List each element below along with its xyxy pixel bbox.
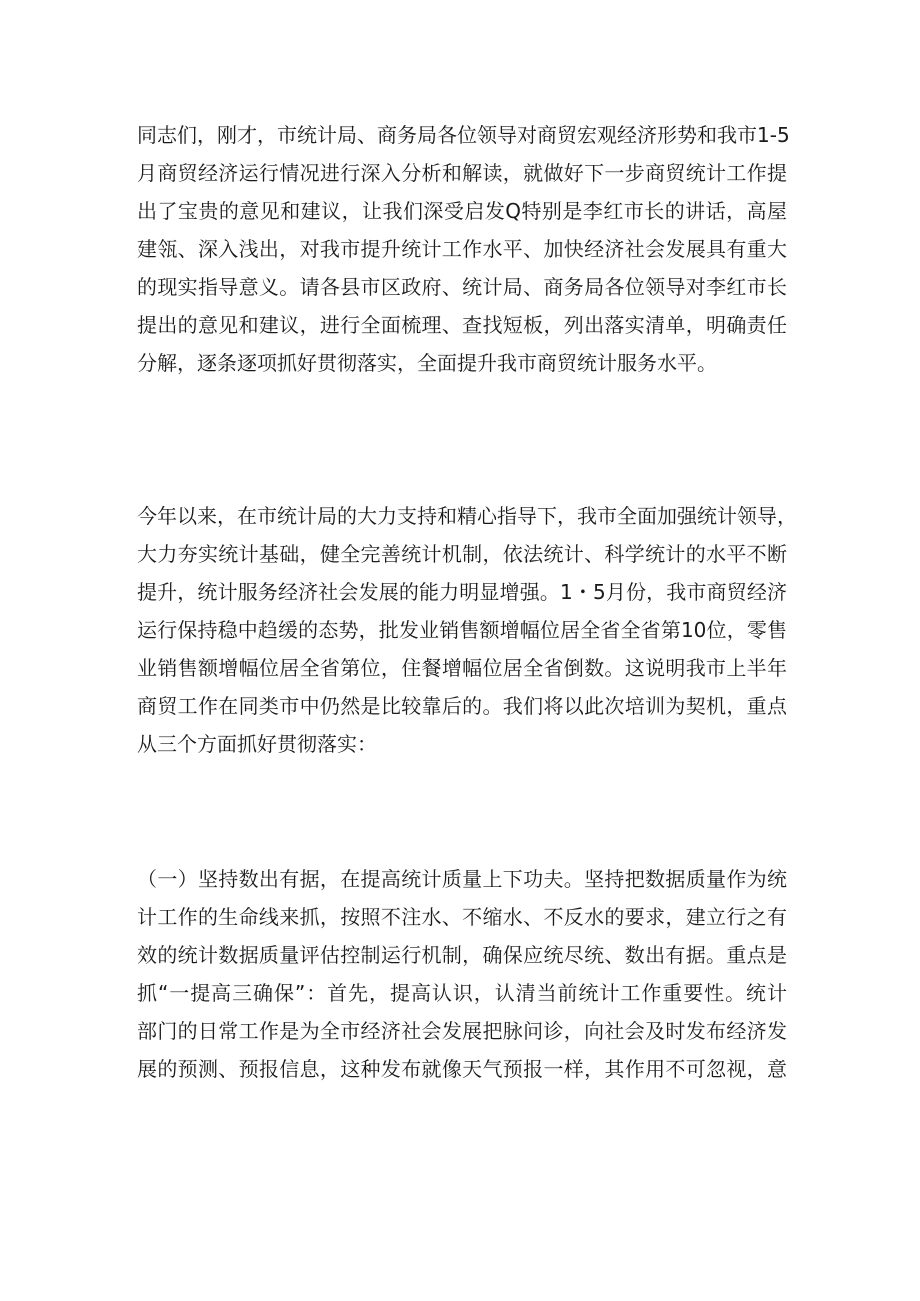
paragraph-line: 提出的意见和建议，进行全面梳理、查找短板，列出落实清单，明确责任 bbox=[137, 313, 787, 337]
paragraph-line: 的现实指导意义。请各县市区政府、统计局、商务局各位领导对李红市长 bbox=[137, 275, 787, 299]
paragraph-line: 分解，逐条逐项抓好贯彻落实，全面提升我市商贸统计服务水平。 bbox=[137, 351, 717, 375]
paragraph-line: 运行保持稳中趋缓的态势，批发业销售额增幅位居全省全省第10位，零售 bbox=[137, 618, 787, 642]
paragraph-line: 业销售额增幅位居全省第位，住餐增幅位居全省倒数。这说明我市上半年 bbox=[137, 656, 787, 680]
paragraph-2 bbox=[137, 497, 797, 763]
paragraph-line: 从三个方面抓好贯彻落实： bbox=[137, 732, 377, 756]
paragraph-3 bbox=[137, 860, 787, 1088]
paragraph-line: 出了宝贵的意见和建议，让我们深受启发Q特别是李红市长的讲话，高屋 bbox=[137, 199, 787, 223]
paragraph-line: 部门的日常工作是为全市经济社会发展把脉问诊，向社会及时发布经济发 bbox=[137, 1019, 787, 1043]
paragraph-line: 效的统计数据质量评估控制运行机制，确保应统尽统、数出有据。重点是 bbox=[137, 943, 787, 967]
paragraph-line: 月商贸经济运行情况进行深入分析和解读，就做好下一步商贸统计工作提 bbox=[137, 161, 787, 185]
paragraph-line: 抓“一提高三确保”：首先，提高认识，认清当前统计工作重要性。统计 bbox=[137, 981, 787, 1005]
paragraph-line: 今年以来，在市统计局的大力支持和精心指导下，我市全面加强统计领导， bbox=[137, 504, 797, 528]
paragraph-line: 大力夯实统计基础，健全完善统计机制，依法统计、科学统计的水平不断 bbox=[137, 542, 787, 566]
paragraph-line: （一）坚持数出有据，在提高统计质量上下功夫。坚持把数据质量作为统 bbox=[137, 867, 787, 891]
paragraph-line: 同志们，刚才，市统计局、商务局各位领导对商贸宏观经济形势和我市1-5 bbox=[137, 123, 790, 147]
paragraph-line: 商贸工作在同类市中仍然是比较靠后的。我们将以此次培训为契机，重点 bbox=[137, 694, 787, 718]
paragraph-line: 计工作的生命线来抓，按照不注水、不缩水、不反水的要求，建立行之有 bbox=[137, 905, 787, 929]
paragraph-line: 提升，统计服务经济社会发展的能力明显增强。1・5月份，我市商贸经济 bbox=[137, 580, 787, 604]
paragraph-line: 建瓴、深入浅出，对我市提升统计工作水平、加快经济社会发展具有重大 bbox=[137, 237, 787, 261]
paragraph-1 bbox=[137, 116, 790, 382]
paragraph-line: 展的预测、预报信息，这种发布就像天气预报一样，其作用不可忽视，意 bbox=[137, 1057, 787, 1081]
